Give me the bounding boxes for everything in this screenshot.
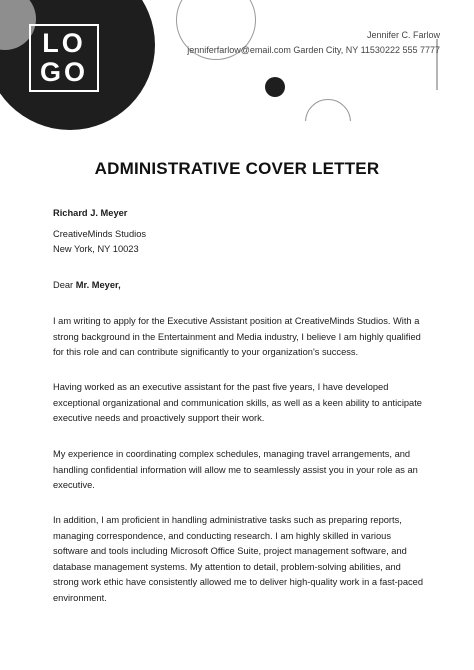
sender-contact: jenniferfarlow@email.com Garden City, NY 11530222 555 7777 bbox=[187, 45, 440, 55]
logo: LO GO bbox=[29, 24, 99, 92]
document-title: ADMINISTRATIVE COVER LETTER bbox=[94, 159, 380, 178]
paragraph-1: I am writing to apply for the Executive Assistant position at CreativeMinds Studios. With a strong background in the Entertainment and Media industry, I believe I am highly qualified for this role and can contribute significantly to your organization's success. bbox=[53, 316, 421, 357]
paragraph-4: In addition, I am proficient in handling administrative tasks such as preparing reports, managing correspondence, and conducting research. I am highly skilled in various software and tools including Microsoft Office Suite, project management software, and database management systems. My attention to detail, problem-solving abilities, and strong work ethic have consistently allowed me to deliver high-quality work in a fast-paced environment. bbox=[53, 515, 423, 603]
salutation bbox=[53, 278, 425, 294]
paragraph-2: Having worked as an executive assistant for the past five years, I have developed exceptional organizational and communication skills, as well as a keen ability to anticipate executive needs and proactively support their work. bbox=[53, 382, 422, 423]
paragraph-3: My experience in coordinating complex schedules, managing travel arrangements, and handling confidential information will allow me to seamlessly assist you in your role as an executive. bbox=[53, 449, 418, 490]
sender-name: Jennifer C. Farlow bbox=[366, 30, 440, 40]
black-dot-decoration bbox=[265, 77, 285, 97]
recipient-location: New York, NY 10023 bbox=[53, 244, 139, 254]
salutation-prefix: Dear bbox=[53, 280, 76, 290]
half-circle-mask bbox=[300, 121, 360, 161]
salutation-name: Mr. Meyer, bbox=[75, 280, 121, 290]
recipient-company: CreativeMinds Studios bbox=[53, 229, 147, 239]
recipient-name: Richard J. Meyer bbox=[53, 208, 128, 218]
